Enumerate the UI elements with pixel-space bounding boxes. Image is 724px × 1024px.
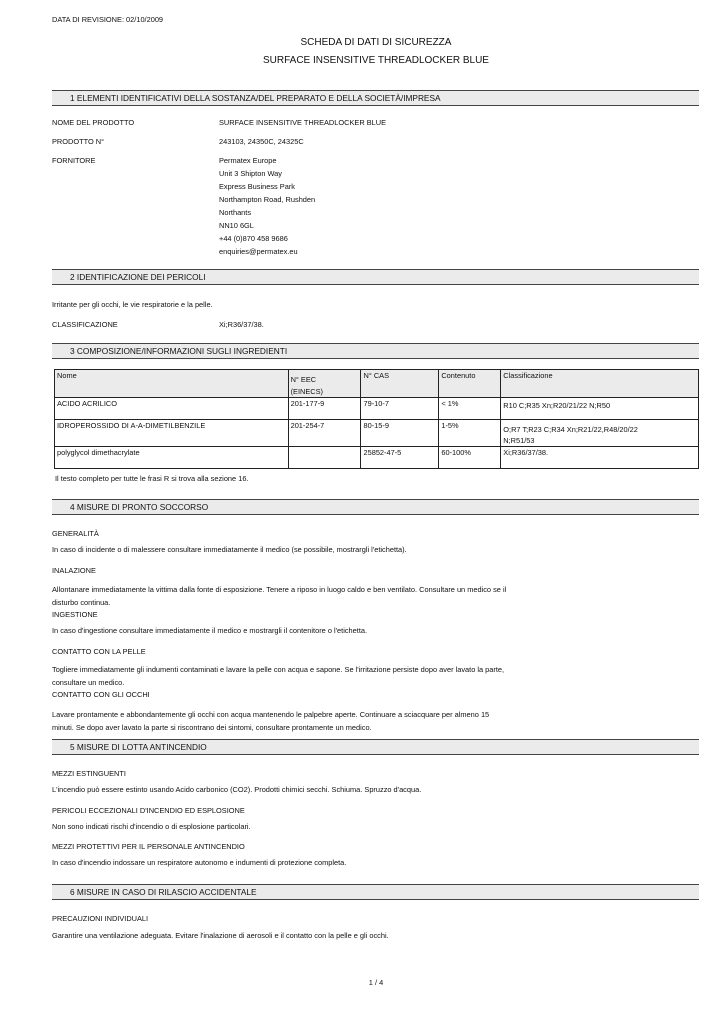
ingredient-name: ACIDO ACRILICO — [55, 398, 289, 420]
firefighter-protection-label: MEZZI PROTETTIVI PER IL PERSONALE ANTINCENDIO — [52, 842, 245, 851]
section-6-heading: 6 MISURE IN CASO DI RILASCIO ACCIDENTALE — [70, 887, 257, 897]
product-title: SURFACE INSENSITIVE THREADLOCKER BLUE — [263, 55, 489, 66]
fire-hazards-label: PERICOLI ECCEZIONALI D'INCENDIO ED ESPLOSIONE — [52, 806, 245, 815]
extinguishing-media-label: MEZZI ESTINGUENTI — [52, 769, 126, 778]
product-name-value: SURFACE INSENSITIVE THREADLOCKER BLUE — [219, 118, 387, 127]
ingredient-content: 1-5% — [439, 420, 501, 447]
product-no-value: 243103, 24350C, 24325C — [219, 137, 304, 146]
skin-text-2: consultare un medico. — [52, 678, 125, 687]
ingredient-eec: 201-254-7 — [288, 420, 361, 447]
supplier-line: Unit 3 Shipton Way — [219, 169, 282, 178]
ingredient-class: Xi;R36/37/38. — [501, 447, 699, 469]
supplier-line: Permatex Europe — [219, 156, 277, 165]
precautions-text: Garantire una ventilazione adeguata. Evitare l'inalazione di aerosoli e il contatto con la pelle e gli occhi. — [52, 931, 389, 940]
general-text: In caso di incidente o di malessere consultare immediatamente il medico (se possibile, mostrargli l'etichetta). — [52, 545, 407, 554]
supplier-phone: +44 (0)870 458 9686 — [219, 234, 288, 243]
ingredient-class: O;R7 T;R23 C;R34 Xn;R21/22,R48/20/22 N;R51/53 — [501, 420, 699, 447]
section-2-heading: 2 IDENTIFICAZIONE DEI PERICOLI — [70, 272, 206, 282]
page-number: 1 / 4 — [368, 978, 384, 987]
section-6-header — [52, 884, 699, 900]
section-3-header — [52, 343, 699, 359]
ingredient-eec — [288, 447, 361, 469]
skin-text: Togliere immediatamente gli indumenti contaminati e lavare la pelle con acqua e sapone. Se l'irritazione persiste dopo aver lavato la parte, — [52, 665, 505, 674]
inhalation-label: INALAZIONE — [52, 566, 96, 575]
ingredient-name: polyglycol dimethacrylate — [55, 447, 289, 469]
classification-value: Xi;R36/37/38. — [219, 320, 264, 329]
col-cas-header: N° CAS — [361, 370, 439, 398]
extinguishing-media-text: L'incendio può essere estinto usando Acido carbonico (CO2). Prodotti chimici secchi. Schiuma. Spruzzo d'acqua. — [52, 785, 422, 794]
general-label: GENERALITÀ — [52, 529, 99, 538]
hazard-text: Irritante per gli occhi, le vie respiratorie e la pelle. — [52, 300, 213, 309]
firefighter-protection-text: In caso d'incendio indossare un respiratore autonomo e indumenti di protezione completa. — [52, 858, 347, 867]
col-name-header: Nome — [55, 370, 289, 398]
supplier-line: Express Business Park — [219, 182, 295, 191]
section-1-heading: 1 ELEMENTI IDENTIFICATIVI DELLA SOSTANZA/DEL PREPARATO E DELLA SOCIETÀ/IMPRESA — [70, 93, 441, 103]
skin-label: CONTATTO CON LA PELLE — [52, 647, 146, 656]
composition-table — [54, 369, 699, 469]
section-4-heading: 4 MISURE DI PRONTO SOCCORSO — [70, 502, 209, 512]
table-row — [55, 420, 699, 447]
product-no-label: PRODOTTO N° — [52, 137, 105, 146]
col-class-header: Classificazione — [501, 370, 699, 398]
revision-date: DATA DI REVISIONE: 02/10/2009 — [52, 15, 164, 24]
document-title: SCHEDA DI DATI DI SICUREZZA — [300, 37, 452, 48]
table-row — [55, 398, 699, 420]
ingestion-label: INGESTIONE — [52, 610, 98, 619]
col-content-header: Contenuto — [439, 370, 501, 398]
r-phrases-note: Il testo completo per tutte le frasi R si trova alla sezione 16. — [55, 474, 249, 483]
ingredient-content: < 1% — [439, 398, 501, 420]
section-2-header — [52, 269, 699, 285]
section-3-heading: 3 COMPOSIZIONE/INFORMAZIONI SUGLI INGREDIENTI — [70, 346, 288, 356]
supplier-email: enquiries@permatex.eu — [219, 247, 298, 256]
ingredient-cas: 25852-47-5 — [361, 447, 439, 469]
eyes-text-2: minuti. Se dopo aver lavato la parte si riscontrano dei sintomi, consultare prontamente un medico. — [52, 723, 372, 732]
ingredient-cas: 79-10-7 — [361, 398, 439, 420]
section-4-header — [52, 499, 699, 515]
ingredient-class: R10 C;R35 Xn;R20/21/22 N;R50 — [501, 398, 699, 420]
classification-label: CLASSIFICAZIONE — [52, 320, 118, 329]
col-eec-header: N° EEC (EINECS) — [288, 370, 361, 398]
section-1-header — [52, 90, 699, 106]
table-header-row — [55, 370, 699, 398]
eyes-label: CONTATTO CON GLI OCCHI — [52, 690, 150, 699]
ingestion-text: In caso d'ingestione consultare immediatamente il medico e mostrargli il contenitore o l'etichetta. — [52, 626, 368, 635]
ingredient-name: IDROPEROSSIDO DI A-A-DIMETILBENZILE — [55, 420, 289, 447]
supplier-line: NN10 6GL — [219, 221, 254, 230]
section-5-header — [52, 739, 699, 755]
inhalation-text: Allontanare immediatamente la vittima dalla fonte di esposizione. Tenere a riposo in luogo caldo e ben ventilato. Consultare un medico se il — [52, 585, 507, 594]
ingredient-cas: 80-15-9 — [361, 420, 439, 447]
ingredient-eec: 201-177-9 — [288, 398, 361, 420]
product-name-label: NOME DEL PRODOTTO — [52, 118, 135, 127]
ingredient-content: 60-100% — [439, 447, 501, 469]
supplier-line: Northants — [219, 208, 252, 217]
supplier-label: FORNITORE — [52, 156, 96, 165]
fire-hazards-text: Non sono indicati rischi d'incendio o di esplosione particolari. — [52, 822, 251, 831]
precautions-label: PRECAUZIONI INDIVIDUALI — [52, 914, 149, 923]
supplier-line: Northampton Road, Rushden — [219, 195, 316, 204]
table-row — [55, 447, 699, 469]
section-5-heading: 5 MISURE DI LOTTA ANTINCENDIO — [70, 742, 207, 752]
eyes-text: Lavare prontamente e abbondantemente gli occhi con acqua mantenendo le palpebre aperte. Continuare a sciacquare per almeno 15 — [52, 710, 490, 719]
inhalation-text-2: disturbo continua. — [52, 598, 111, 607]
